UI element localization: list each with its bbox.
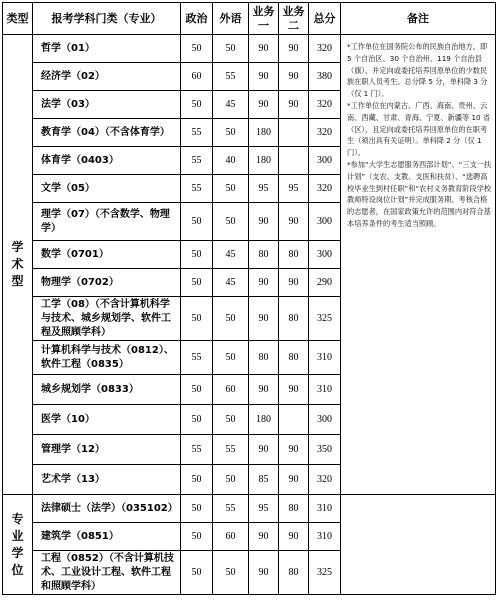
course2-score: 90 [279,269,309,297]
subject-cell: 教育学（04）（不含体育学） [33,119,181,147]
subject-cell: 哲学（01） [33,35,181,63]
politics-score: 50 [181,203,213,241]
course1-score: 180 [249,405,279,435]
politics-score: 55 [181,435,213,465]
course2-score: 80 [279,341,309,375]
course1-score: 90 [249,91,279,119]
foreign-language-score: 45 [213,269,249,297]
course1-score: 90 [249,523,279,551]
subject-cell: 法律硕士（法学）（035102） [33,495,181,523]
header-total: 总分 [309,3,341,35]
header-row [3,3,496,35]
course1-score: 180 [249,119,279,147]
total-score: 320 [309,175,341,203]
subject-cell: 管理学（12） [33,435,181,465]
politics-score: 55 [181,147,213,175]
politics-score: 50 [181,551,213,595]
notes-cell-empty [341,495,496,595]
course1-score: 90 [249,269,279,297]
total-score: 300 [309,147,341,175]
category-label-stack: 专 业 学 位 [11,511,24,577]
course2-score: 95 [279,175,309,203]
subject-cell: 艺术学（13） [33,465,181,495]
course1-score: 180 [249,147,279,175]
table-row [3,495,496,523]
politics-score: 50 [181,375,213,405]
header-subject: 报考学科门类（专业） [33,3,181,35]
course1-score: 90 [249,63,279,91]
total-score: 310 [309,523,341,551]
course2-score: 90 [279,435,309,465]
total-score: 310 [309,375,341,405]
foreign-language-score: 50 [213,297,249,341]
category-label-stack: 学 术 型 [11,240,24,288]
course1-score: 90 [249,35,279,63]
politics-score: 50 [181,241,213,269]
subject-cell: 法学（03） [33,91,181,119]
total-score: 320 [309,35,341,63]
header-foreign-language: 外语 [213,3,249,35]
foreign-language-score: 55 [213,495,249,523]
course2-score: 80 [279,241,309,269]
foreign-language-score: 50 [213,405,249,435]
course2-score: 90 [279,35,309,63]
politics-score: 55 [181,341,213,375]
table-row [3,35,496,63]
course1-score: 80 [249,341,279,375]
header-course2: 业务二 [279,3,309,35]
foreign-language-score: 50 [213,35,249,63]
course1-score: 85 [249,465,279,495]
subject-cell: 经济学（02） [33,63,181,91]
category-professional [3,495,33,595]
subject-cell: 医学（10） [33,405,181,435]
subject-cell: 建筑学（0851） [33,523,181,551]
foreign-language-score: 45 [213,91,249,119]
foreign-language-score: 55 [213,435,249,465]
subject-cell: 理学（07）（不含数学、物理学） [33,203,181,241]
course1-score: 90 [249,203,279,241]
total-score: 320 [309,91,341,119]
foreign-language-score: 40 [213,147,249,175]
foreign-language-score: 50 [213,119,249,147]
foreign-language-score: 60 [213,523,249,551]
course2-score [279,147,309,175]
subject-cell: 体育学（0403） [33,147,181,175]
politics-score: 50 [181,495,213,523]
course2-score [279,119,309,147]
subject-cell: 工学（08）（不含计算机科学与技术、城乡规划学、软件工程及照顾学科） [33,297,181,341]
course2-score: 90 [279,63,309,91]
category-academic [3,35,33,495]
note-item: *参加“大学生志愿服务西部计划”、“三支一扶计划”（支农、支教、支医和扶贫）、“选聘高校毕业生到村任职”和“农村义务教育阶段学校教师特设岗位计划”并完成服务期、考核合格的志愿者，在国家政策允许的范围内对符合基本培养条件的考生适当照顾。 [347,159,492,228]
course2-score: 90 [279,523,309,551]
foreign-language-score: 50 [213,341,249,375]
course2-score: 90 [279,203,309,241]
course1-score: 95 [249,495,279,523]
total-score: 300 [309,241,341,269]
course1-score: 90 [249,435,279,465]
total-score: 320 [309,465,341,495]
subject-cell: 计算机科学与技术（0812）、软件工程（0835） [33,341,181,375]
subject-cell: 文学（05） [33,175,181,203]
header-category: 类型 [3,3,33,35]
foreign-language-score: 45 [213,241,249,269]
course1-score: 80 [249,241,279,269]
course1-score: 90 [249,375,279,405]
course2-score: 90 [279,91,309,119]
politics-score: 55 [181,175,213,203]
politics-score: 50 [181,91,213,119]
notes-cell [341,35,496,495]
total-score: 290 [309,269,341,297]
header-course1: 业务一 [249,3,279,35]
total-score: 320 [309,119,341,147]
total-score: 300 [309,203,341,241]
total-score: 380 [309,63,341,91]
course2-score: 90 [279,375,309,405]
politics-score: 50 [181,465,213,495]
subject-cell: 物理学（0702） [33,269,181,297]
politics-score: 50 [181,35,213,63]
total-score: 325 [309,551,341,595]
header-notes: 备注 [341,3,496,35]
course2-score: 80 [279,551,309,595]
subject-cell: 城乡规划学（0833） [33,375,181,405]
course1-score: 90 [249,551,279,595]
foreign-language-score: 60 [213,375,249,405]
subject-cell: 工程（0852）（不含计算机技术、工业设计工程、软件工程和照顾学科） [33,551,181,595]
politics-score: 55 [181,119,213,147]
course2-score: 90 [279,465,309,495]
course1-score: 95 [249,175,279,203]
course2-score [279,405,309,435]
note-item: *工作单位在内蒙古、广西、海南、贵州、云南、西藏、甘肃、青海、宁夏、新疆等 10 省（区），且定向或委托培养回原单位的在职考生（须出具有关证明）。单科降 2 分（仅 1 门）。 [347,100,491,158]
course2-score: 80 [279,495,309,523]
politics-score: 50 [181,269,213,297]
foreign-language-score: 55 [213,63,249,91]
total-score: 325 [309,297,341,341]
foreign-language-score: 50 [213,551,249,595]
total-score: 350 [309,435,341,465]
total-score: 310 [309,341,341,375]
politics-score: 50 [181,523,213,551]
politics-score: 50 [181,297,213,341]
politics-score: 60 [181,63,213,91]
subject-cell: 数学（0701） [33,241,181,269]
score-table [2,2,496,595]
politics-score: 50 [181,405,213,435]
header-politics: 政治 [181,3,213,35]
foreign-language-score: 50 [213,465,249,495]
foreign-language-score: 50 [213,175,249,203]
total-score: 310 [309,495,341,523]
course1-score: 90 [249,297,279,341]
note-item: *工作单位在国务院公布的民族自治地方，即 5 个自治区、30 个自治州、119 个自治县（旗），并定向或委托培养回原单位的少数民族在职人员考生。总分降 5 分，单科降 3 分（仅 1 门）。 [347,42,488,99]
foreign-language-score: 50 [213,203,249,241]
total-score: 300 [309,405,341,435]
course2-score: 80 [279,297,309,341]
